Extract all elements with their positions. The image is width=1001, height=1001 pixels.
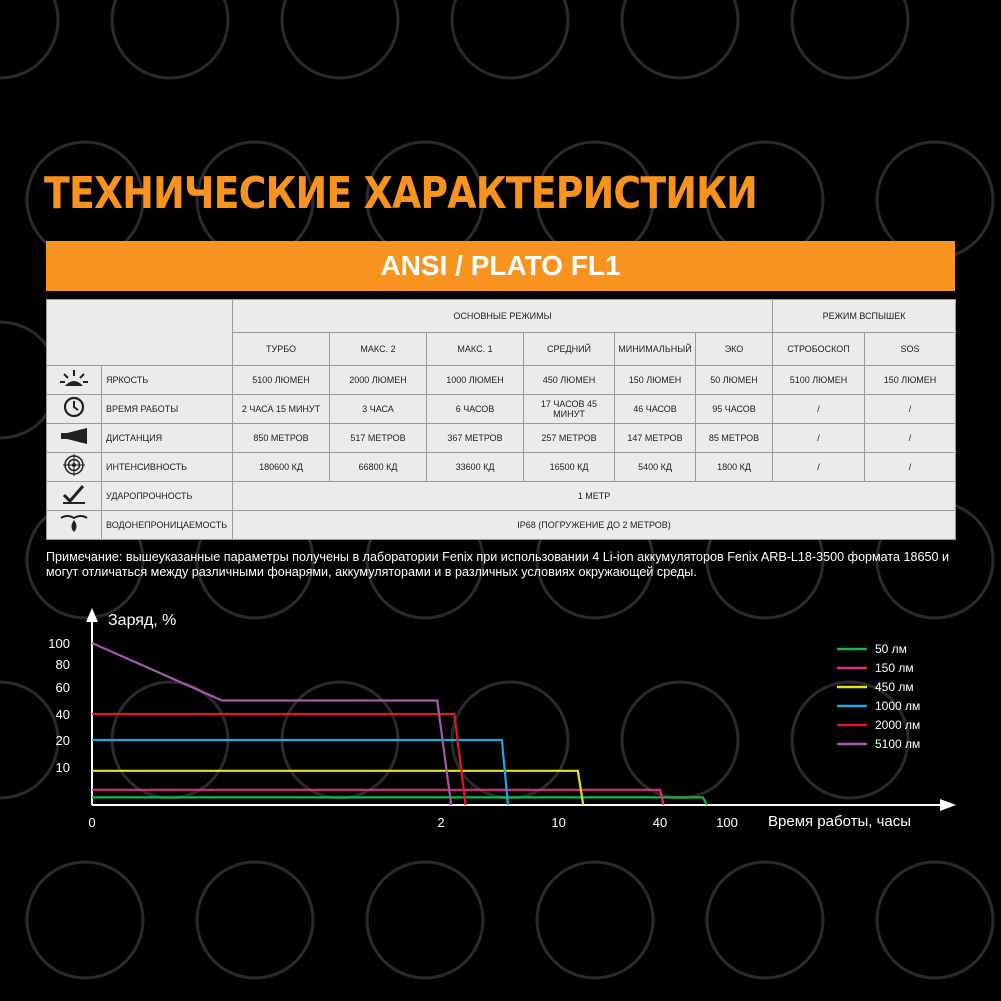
- table-cell: 85 МЕТРОВ: [696, 424, 773, 453]
- table-cell: 850 МЕТРОВ: [233, 424, 330, 453]
- y-axis-title: Заряд, %: [108, 612, 177, 629]
- row-label: ЯРКОСТЬ: [102, 366, 233, 395]
- spec-table: [46, 299, 956, 540]
- x-tick-label: 10: [551, 815, 566, 830]
- row-label: УДАРОПРОЧНОСТЬ: [102, 482, 233, 511]
- mode-header: ЭКО: [696, 333, 773, 366]
- x-tick-label: 40: [652, 815, 668, 830]
- table-cell: IP68 (ПОГРУЖЕНИЕ ДО 2 МЕТРОВ): [233, 511, 956, 540]
- y-tick-label: 10: [55, 760, 70, 775]
- table-cell: /: [773, 424, 865, 453]
- y-tick-label: 80: [55, 657, 70, 672]
- mode-header: СРЕДНИЙ: [524, 333, 615, 366]
- x-tick-label: 0: [88, 815, 96, 830]
- table-cell: 50 ЛЮМЕН: [696, 366, 773, 395]
- row-label: ВОДОНЕПРОНИЦАЕМОСТЬ: [102, 511, 233, 540]
- table-row: [47, 482, 956, 511]
- series-line: [92, 771, 583, 805]
- table-cell: 1000 ЛЮМЕН: [427, 366, 524, 395]
- series-line: [92, 643, 451, 805]
- legend-label: 450 лм: [875, 680, 914, 694]
- mode-header: SOS: [865, 333, 956, 366]
- table-cell: 150 ЛЮМЕН: [615, 366, 696, 395]
- table-cell: 16500 КД: [524, 453, 615, 482]
- mode-header: МАКС. 2: [330, 333, 427, 366]
- series-line: [92, 740, 508, 805]
- table-cell: 1800 КД: [696, 453, 773, 482]
- table-cell: 450 ЛЮМЕН: [524, 366, 615, 395]
- table-cell: /: [865, 395, 956, 424]
- table-row: [47, 395, 956, 424]
- brightness-icon: [47, 366, 102, 395]
- discharge-chart: [0, 600, 1001, 840]
- mode-header: СТРОБОСКОП: [773, 333, 865, 366]
- table-row: [47, 366, 956, 395]
- table-cell: 2000 ЛЮМЕН: [330, 366, 427, 395]
- table-cell: 5100 ЛЮМЕН: [233, 366, 330, 395]
- table-cell: 3 ЧАСА: [330, 395, 427, 424]
- table-cell: 150 ЛЮМЕН: [865, 366, 956, 395]
- legend-label: 50 лм: [875, 642, 907, 656]
- page-title: ТЕХНИЧЕСКИЕ ХАРАКТЕРИСТИКИ: [44, 168, 757, 219]
- row-label: ИНТЕНСИВНОСТЬ: [102, 453, 233, 482]
- table-cell: 1 МЕТР: [233, 482, 956, 511]
- footnote: Примечание: вышеуказанные параметры получены в лаборатории Fenix при использовании 4 Li-ion аккумуляторов Fenix ARB-L18-3500 формата 18650 и могут отличаться между различными фонарями, аккумуляторами и в различных условиях окружающей среды.: [46, 550, 950, 579]
- target-icon: [47, 453, 102, 482]
- x-tick-label: 100: [716, 815, 738, 830]
- x-axis-title: Время работы, часы: [768, 813, 912, 830]
- legend-label: 2000 лм: [875, 718, 921, 732]
- table-cell: /: [773, 453, 865, 482]
- x-axis-arrow: [940, 799, 956, 811]
- table-row: [47, 424, 956, 453]
- series-line: [92, 714, 466, 805]
- mode-header: ТУРБО: [233, 333, 330, 366]
- water-drop-icon: [47, 511, 102, 540]
- legend-label: 1000 лм: [875, 699, 921, 713]
- table-cell: 95 ЧАСОВ: [696, 395, 773, 424]
- table-cell: /: [865, 453, 956, 482]
- table-cell: 46 ЧАСОВ: [615, 395, 696, 424]
- x-tick-label: 2: [437, 815, 445, 830]
- table-cell: 180600 КД: [233, 453, 330, 482]
- table-cell: 33600 КД: [427, 453, 524, 482]
- standard-banner: ANSI / PLATO FL1: [46, 241, 955, 291]
- table-cell: /: [773, 395, 865, 424]
- table-cell: 2 ЧАСА 15 МИНУТ: [233, 395, 330, 424]
- table-corner: [47, 300, 233, 366]
- mode-header: МИНИМАЛЬНЫЙ: [615, 333, 696, 366]
- clock-icon: [47, 395, 102, 424]
- mode-header: МАКС. 1: [427, 333, 524, 366]
- y-tick-label: 20: [55, 733, 70, 748]
- y-tick-label: 60: [55, 680, 70, 695]
- beam-distance-icon: [47, 424, 102, 453]
- table-cell: 367 МЕТРОВ: [427, 424, 524, 453]
- table-row: [47, 511, 956, 540]
- table-row: [47, 453, 956, 482]
- legend-label: 5100 лм: [875, 737, 921, 751]
- impact-icon: [47, 482, 102, 511]
- y-tick-label: 40: [55, 707, 70, 722]
- table-cell: 5400 КД: [615, 453, 696, 482]
- row-label: ВРЕМЯ РАБОТЫ: [102, 395, 233, 424]
- table-cell: 66800 КД: [330, 453, 427, 482]
- table-cell: 147 МЕТРОВ: [615, 424, 696, 453]
- table-cell: /: [865, 424, 956, 453]
- y-axis-arrow: [86, 608, 98, 622]
- y-tick-label: 100: [48, 636, 70, 651]
- series-line: [92, 797, 707, 805]
- table-cell: 6 ЧАСОВ: [427, 395, 524, 424]
- legend-label: 150 лм: [875, 661, 914, 675]
- table-cell: 257 МЕТРОВ: [524, 424, 615, 453]
- table-cell: 517 МЕТРОВ: [330, 424, 427, 453]
- table-cell: 17 ЧАСОВ 45 МИНУТ: [524, 395, 615, 424]
- table-cell: 5100 ЛЮМЕН: [773, 366, 865, 395]
- row-label: ДИСТАНЦИЯ: [102, 424, 233, 453]
- group-flash-header: РЕЖИМ ВСПЫШЕК: [773, 300, 956, 333]
- group-main-header: ОСНОВНЫЕ РЕЖИМЫ: [233, 300, 773, 333]
